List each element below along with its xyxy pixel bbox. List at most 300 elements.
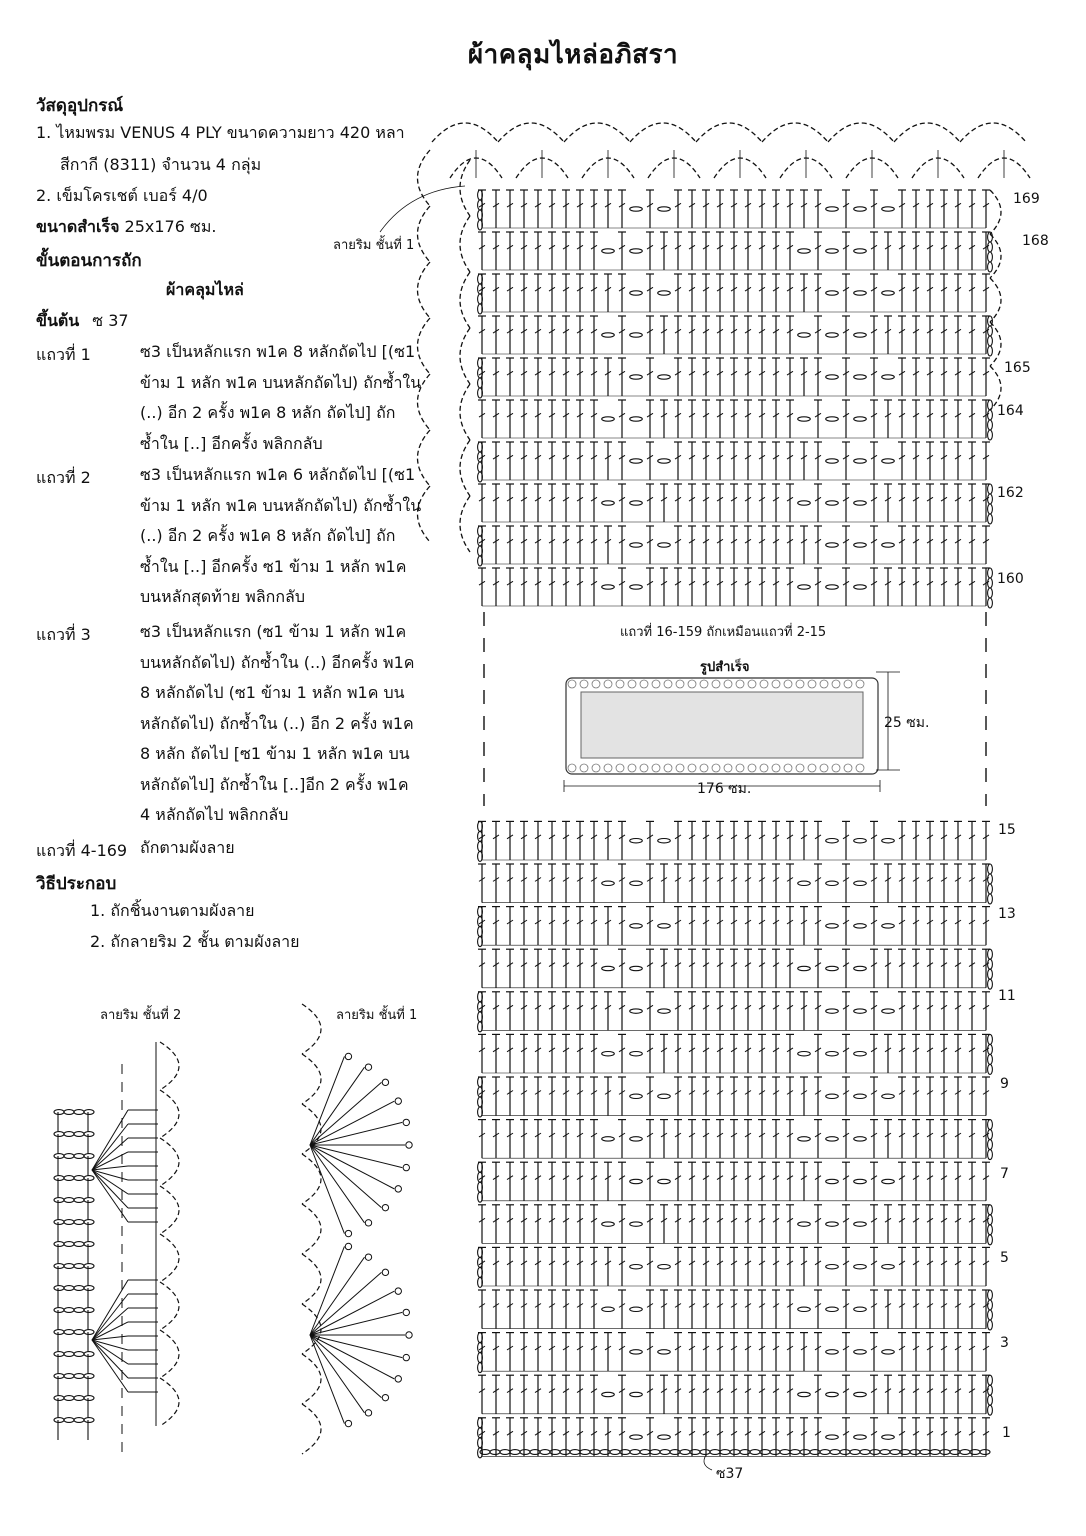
chain-space bbox=[658, 1179, 671, 1183]
chain-stitch bbox=[64, 1396, 74, 1401]
fan-stitch bbox=[92, 1170, 128, 1208]
chain-stitch bbox=[74, 1286, 84, 1291]
chain-stitch bbox=[988, 1290, 993, 1300]
finished-width-label: 176 ซม. bbox=[697, 781, 752, 797]
chain-space bbox=[658, 543, 671, 547]
chain-space bbox=[882, 924, 895, 928]
fan-stitch bbox=[92, 1166, 128, 1170]
chain-stitch bbox=[54, 1308, 64, 1313]
chain-space bbox=[798, 966, 811, 970]
edge-arch bbox=[828, 123, 894, 142]
finished-size-label: ขนาดสำเร็จ bbox=[36, 217, 120, 236]
chain-stitch bbox=[84, 1330, 94, 1335]
chain-stitch bbox=[988, 1064, 993, 1074]
chain-space bbox=[882, 543, 895, 547]
row-4-169-line: ถักตามผังลาย bbox=[140, 838, 235, 857]
row-number-3: 3 bbox=[1000, 1335, 1009, 1351]
chain-space bbox=[826, 1009, 839, 1013]
fan-stitch bbox=[92, 1294, 128, 1340]
chain-space bbox=[854, 1094, 867, 1098]
chain-stitch bbox=[730, 1450, 740, 1455]
chain-space bbox=[602, 966, 615, 970]
chain-space bbox=[854, 585, 867, 589]
chain-space bbox=[854, 1307, 867, 1311]
steps-heading: ขั้นตอนการถัก bbox=[36, 251, 142, 271]
chain-space bbox=[630, 1265, 643, 1269]
chain-stitch bbox=[54, 1352, 64, 1357]
chain-stitch bbox=[510, 1450, 520, 1455]
fan-stitch bbox=[310, 1246, 344, 1335]
row-number-168: 168 bbox=[1022, 233, 1049, 249]
chain-space bbox=[854, 207, 867, 211]
fan-stitch bbox=[92, 1340, 128, 1364]
chain-space bbox=[826, 543, 839, 547]
chain-space bbox=[798, 585, 811, 589]
chain-stitch bbox=[988, 864, 993, 874]
side-scallop-inner bbox=[460, 384, 470, 440]
chain-space bbox=[630, 1094, 643, 1098]
chain-space bbox=[854, 1350, 867, 1354]
chain-space bbox=[630, 501, 643, 505]
picot bbox=[395, 1098, 401, 1104]
edge-arch bbox=[762, 123, 828, 142]
chain-stitch bbox=[988, 578, 993, 588]
border-1-scallop bbox=[302, 1054, 321, 1104]
chain-stitch bbox=[988, 588, 993, 598]
chain-space bbox=[826, 1435, 839, 1439]
row-3-line: 8 หลักถัดไป (ซ1 ข้าม 1 หลัก พ1ค บน bbox=[140, 683, 405, 702]
chain-space bbox=[826, 966, 839, 970]
chain-space bbox=[630, 1137, 643, 1141]
finished-size-value: 25x176 ซม. bbox=[124, 217, 217, 236]
picot bbox=[345, 1230, 351, 1236]
chain-stitch bbox=[750, 1450, 760, 1455]
row-2-line: บนหลักสุดท้าย พลิกกลับ bbox=[140, 587, 305, 606]
side-scallop-inner bbox=[460, 496, 470, 552]
chain-space bbox=[630, 417, 643, 421]
chain-space bbox=[826, 459, 839, 463]
picot bbox=[382, 1204, 388, 1210]
side-scallop-right bbox=[990, 190, 1001, 234]
chain-space bbox=[630, 1392, 643, 1396]
chain-space bbox=[854, 459, 867, 463]
chain-stitch bbox=[870, 1450, 880, 1455]
chain-space bbox=[826, 839, 839, 843]
picot bbox=[382, 1079, 388, 1085]
chain-stitch bbox=[988, 1395, 993, 1405]
chain-space bbox=[826, 585, 839, 589]
finished-height-label: 25 ซม. bbox=[884, 715, 930, 731]
chain-stitch bbox=[988, 420, 993, 430]
chain-stitch bbox=[988, 262, 993, 272]
chain-stitch bbox=[790, 1450, 800, 1455]
picot bbox=[382, 1394, 388, 1400]
chain-space bbox=[826, 1307, 839, 1311]
picot bbox=[345, 1243, 351, 1249]
chain-stitch bbox=[700, 1450, 710, 1455]
side-scallop bbox=[418, 430, 431, 486]
chain-stitch bbox=[988, 979, 993, 989]
picot bbox=[345, 1053, 351, 1059]
chain-space bbox=[854, 966, 867, 970]
materials-heading: วัสดุอุปกรณ์ bbox=[36, 96, 124, 116]
picot bbox=[403, 1309, 409, 1315]
edge-arch bbox=[630, 123, 696, 142]
row-3-line: บนหลักถัดไป) ถักซ้ำใน (..) อีกครั้ง พ1ค bbox=[140, 652, 415, 672]
picot bbox=[395, 1288, 401, 1294]
chain-stitch bbox=[84, 1374, 94, 1379]
side-scallop-right bbox=[990, 278, 1001, 322]
border-1-label-top: ลายริม ชั้นที่ 1 bbox=[333, 238, 415, 253]
chain-stitch bbox=[74, 1396, 84, 1401]
chain-stitch bbox=[560, 1450, 570, 1455]
picot bbox=[406, 1332, 412, 1338]
chain-space bbox=[854, 375, 867, 379]
chain-stitch bbox=[988, 1225, 993, 1235]
chain-space bbox=[798, 249, 811, 253]
chain-stitch bbox=[84, 1308, 94, 1313]
chain-stitch bbox=[988, 484, 993, 494]
row-number-5: 5 bbox=[1000, 1250, 1009, 1266]
chain-stitch bbox=[74, 1132, 84, 1137]
finished-shape-label: รูปสำเร็จ bbox=[700, 660, 750, 675]
chain-space bbox=[826, 1265, 839, 1269]
assembly-item-1: 1. ถักชิ้นงานตามผังลาย bbox=[90, 901, 255, 920]
chain-space bbox=[658, 1435, 671, 1439]
picot bbox=[403, 1354, 409, 1360]
chain-space bbox=[798, 881, 811, 885]
chain-space bbox=[630, 459, 643, 463]
chain-space bbox=[854, 839, 867, 843]
side-scallop-inner bbox=[460, 160, 470, 216]
chain-stitch bbox=[64, 1132, 74, 1137]
chain-stitch bbox=[820, 1450, 830, 1455]
chain-space bbox=[658, 1265, 671, 1269]
fan-stitch bbox=[92, 1170, 128, 1222]
chain-stitch bbox=[780, 1450, 790, 1455]
chain-space bbox=[602, 1392, 615, 1396]
border-1-scallop bbox=[302, 1354, 321, 1404]
border-1-scallop bbox=[302, 1404, 321, 1454]
fan-stitch bbox=[310, 1056, 344, 1145]
chain-space bbox=[630, 1222, 643, 1226]
chain-space bbox=[630, 1350, 643, 1354]
row-3-line: ซ3 เป็นหลักแรก (ซ1 ข้าม 1 หลัก พ1ค bbox=[140, 622, 407, 641]
chain-stitch bbox=[830, 1450, 840, 1455]
chain-stitch bbox=[54, 1264, 64, 1269]
chain-stitch bbox=[64, 1242, 74, 1247]
row-number-15: 15 bbox=[998, 822, 1016, 838]
chain-space bbox=[854, 1222, 867, 1226]
chain-space bbox=[798, 417, 811, 421]
section-title: ผ้าคลุมไหล่ bbox=[166, 280, 244, 299]
chain-space bbox=[630, 291, 643, 295]
chain-stitch bbox=[490, 1450, 500, 1455]
chain-stitch bbox=[988, 1375, 993, 1385]
chain-stitch bbox=[880, 1450, 890, 1455]
chain-stitch bbox=[988, 894, 993, 904]
chain-space bbox=[826, 881, 839, 885]
border-1-scallop bbox=[302, 1204, 321, 1254]
chain-stitch bbox=[988, 884, 993, 894]
picot bbox=[395, 1376, 401, 1382]
chain-space bbox=[826, 1052, 839, 1056]
chain-stitch bbox=[910, 1450, 920, 1455]
chain-space bbox=[658, 924, 671, 928]
chain-stitch bbox=[64, 1220, 74, 1225]
chain-space bbox=[630, 249, 643, 253]
label-pointer bbox=[380, 186, 465, 232]
chain-space bbox=[854, 291, 867, 295]
chain-space bbox=[826, 1392, 839, 1396]
row-3-line: 4 หลักถัดไป พลิกกลับ bbox=[140, 805, 289, 824]
chain-space bbox=[826, 333, 839, 337]
chain-stitch bbox=[988, 1034, 993, 1044]
row-2-label: แถวที่ 2 bbox=[36, 468, 91, 487]
chain-stitch bbox=[54, 1110, 64, 1115]
chain-space bbox=[602, 1052, 615, 1056]
chain-space bbox=[854, 881, 867, 885]
chain-space bbox=[630, 839, 643, 843]
chain-stitch bbox=[84, 1352, 94, 1357]
chain-stitch bbox=[860, 1450, 870, 1455]
start-value: ซ 37 bbox=[92, 311, 129, 330]
border-1-diagram bbox=[302, 1004, 412, 1454]
row-1-line: ซ3 เป็นหลักแรก พ1ค 8 หลักถัดไป [(ซ1 bbox=[140, 342, 416, 361]
chain-stitch bbox=[988, 1140, 993, 1150]
chain-space bbox=[854, 501, 867, 505]
row-number-9: 9 bbox=[1000, 1076, 1009, 1092]
row-3-line: 8 หลัก ถัดไป [ซ1 ข้าม 1 หลัก พ1ค บน bbox=[140, 744, 410, 763]
chain-stitch bbox=[74, 1176, 84, 1181]
chain-stitch bbox=[988, 949, 993, 959]
fan-stitch bbox=[92, 1308, 128, 1340]
side-scallop-inner bbox=[460, 216, 470, 272]
chain-stitch bbox=[64, 1374, 74, 1379]
chain-space bbox=[602, 1137, 615, 1141]
row-number-164: 164 bbox=[997, 403, 1024, 419]
chain-space bbox=[854, 1179, 867, 1183]
chain-stitch bbox=[920, 1450, 930, 1455]
chain-stitch bbox=[84, 1242, 94, 1247]
chain-space bbox=[882, 207, 895, 211]
chain-stitch bbox=[988, 568, 993, 578]
chain-space bbox=[630, 1179, 643, 1183]
chain-space bbox=[630, 585, 643, 589]
chain-space bbox=[630, 1052, 643, 1056]
chain-stitch bbox=[54, 1242, 64, 1247]
picot bbox=[406, 1142, 412, 1148]
side-scallop-inner bbox=[460, 328, 470, 384]
row-number-162: 162 bbox=[997, 485, 1024, 501]
chain-space bbox=[798, 1392, 811, 1396]
chain-stitch bbox=[988, 252, 993, 262]
chain-space bbox=[798, 1222, 811, 1226]
border-2-scallop bbox=[160, 1282, 179, 1330]
chain-space bbox=[854, 1009, 867, 1013]
chain-stitch bbox=[54, 1418, 64, 1423]
side-scallop-right bbox=[990, 366, 1001, 410]
chain-stitch bbox=[770, 1450, 780, 1455]
chain-space bbox=[630, 543, 643, 547]
chain-stitch bbox=[988, 1054, 993, 1064]
chain-space bbox=[882, 1435, 895, 1439]
chain-space bbox=[630, 1009, 643, 1013]
chain-space bbox=[854, 543, 867, 547]
chain-space bbox=[882, 1094, 895, 1098]
chain-stitch bbox=[988, 1044, 993, 1054]
chain-stitch bbox=[988, 969, 993, 979]
picot bbox=[345, 1420, 351, 1426]
chain-stitch bbox=[54, 1154, 64, 1159]
chain-space bbox=[602, 881, 615, 885]
chain-space bbox=[630, 1435, 643, 1439]
border-1-scallop bbox=[302, 1004, 321, 1054]
edge-arch bbox=[894, 123, 960, 142]
chain-stitch bbox=[988, 1130, 993, 1140]
chain-stitch bbox=[54, 1396, 64, 1401]
border-2-scallop bbox=[160, 1138, 179, 1186]
label-pointer bbox=[704, 1455, 712, 1470]
chain-stitch bbox=[54, 1176, 64, 1181]
chain-space bbox=[826, 207, 839, 211]
chain-stitch bbox=[988, 346, 993, 356]
chain-stitch bbox=[800, 1450, 810, 1455]
chain-stitch bbox=[988, 242, 993, 252]
chain-stitch bbox=[74, 1418, 84, 1423]
chain-stitch bbox=[988, 326, 993, 336]
chain-stitch bbox=[500, 1450, 510, 1455]
chain-stitch bbox=[930, 1450, 940, 1455]
chain-space bbox=[854, 417, 867, 421]
chain-stitch bbox=[988, 504, 993, 514]
row-2-line: ข้าม 1 หลัก พ1ค บนหลักถัดไป) ถักซ้ำใน bbox=[140, 495, 422, 515]
chain-stitch bbox=[74, 1242, 84, 1247]
edge-arch bbox=[960, 123, 1026, 142]
chain-stitch bbox=[64, 1352, 74, 1357]
row-4-169-label: แถวที่ 4-169 bbox=[36, 841, 128, 860]
chain-space bbox=[630, 881, 643, 885]
chain-stitch bbox=[84, 1396, 94, 1401]
chain-stitch bbox=[84, 1286, 94, 1291]
picot bbox=[365, 1410, 371, 1416]
chain-space bbox=[826, 1094, 839, 1098]
chain-stitch bbox=[64, 1308, 74, 1313]
picot bbox=[365, 1064, 371, 1070]
chain-space bbox=[882, 1265, 895, 1269]
chain-space bbox=[658, 375, 671, 379]
chain-stitch bbox=[988, 494, 993, 504]
chain-stitch bbox=[940, 1450, 950, 1455]
chain-stitch bbox=[590, 1450, 600, 1455]
chain-stitch bbox=[54, 1374, 64, 1379]
side-scallop bbox=[418, 206, 431, 262]
chain-stitch bbox=[64, 1176, 74, 1181]
chain-stitch bbox=[988, 1150, 993, 1160]
chain-stitch bbox=[54, 1132, 64, 1137]
row-number-165: 165 bbox=[1004, 360, 1031, 376]
chain-stitch bbox=[54, 1286, 64, 1291]
chain-space bbox=[854, 1435, 867, 1439]
chain-stitch bbox=[980, 1450, 990, 1455]
chain-stitch bbox=[650, 1450, 660, 1455]
side-scallop bbox=[418, 374, 431, 430]
chain-space bbox=[882, 839, 895, 843]
picot bbox=[365, 1220, 371, 1226]
bottom-grid bbox=[478, 821, 993, 1457]
fan-stitch bbox=[310, 1335, 344, 1424]
chain-stitch bbox=[74, 1308, 84, 1313]
chain-stitch bbox=[580, 1450, 590, 1455]
chain-stitch bbox=[74, 1352, 84, 1357]
chain-stitch bbox=[64, 1286, 74, 1291]
chain-space bbox=[658, 291, 671, 295]
row-3-line: หลักถัดไป) ถักซ้ำใน (..) อีก 2 ครั้ง พ1ค bbox=[140, 713, 414, 733]
border-2-scallop bbox=[160, 1234, 179, 1282]
chain-stitch bbox=[988, 336, 993, 346]
chain-stitch bbox=[64, 1264, 74, 1269]
border-2-scallop bbox=[160, 1186, 179, 1234]
chain-stitch bbox=[84, 1132, 94, 1137]
chain-stitch bbox=[660, 1450, 670, 1455]
chain-space bbox=[882, 1009, 895, 1013]
chain-stitch bbox=[84, 1198, 94, 1203]
chain-space bbox=[630, 924, 643, 928]
picot bbox=[382, 1269, 388, 1275]
picot bbox=[403, 1119, 409, 1125]
row-3-label: แถวที่ 3 bbox=[36, 625, 91, 644]
chain-space bbox=[826, 501, 839, 505]
start-label: ขึ้นต้น bbox=[36, 311, 80, 330]
chain-stitch bbox=[988, 430, 993, 440]
repeat-note: แถวที่ 16-159 ถักเหมือนแถวที่ 2-15 bbox=[620, 625, 827, 640]
chain-stitch bbox=[84, 1176, 94, 1181]
chain-space bbox=[826, 417, 839, 421]
chain-stitch bbox=[988, 1120, 993, 1130]
chain-stitch bbox=[988, 1235, 993, 1245]
chain-space bbox=[854, 333, 867, 337]
chain-space bbox=[854, 1392, 867, 1396]
chain-stitch bbox=[988, 1320, 993, 1330]
finished-body bbox=[581, 692, 863, 758]
page-title: ผ้าคลุมไหล่อภิสรา bbox=[467, 40, 679, 70]
chain-stitch bbox=[960, 1450, 970, 1455]
chain-stitch bbox=[570, 1450, 580, 1455]
chain-stitch bbox=[64, 1198, 74, 1203]
chain-space bbox=[882, 1179, 895, 1183]
border-1-scallop bbox=[302, 1254, 321, 1304]
materials-item-1: 1. ไหมพรม VENUS 4 PLY ขนาดความยาว 420 หลา bbox=[36, 123, 405, 142]
chain-stitch bbox=[64, 1154, 74, 1159]
side-scallop bbox=[418, 486, 431, 542]
chain-stitch bbox=[54, 1220, 64, 1225]
chain-space bbox=[798, 1052, 811, 1056]
edge-arch bbox=[498, 123, 564, 142]
border-2-scallop bbox=[160, 1378, 179, 1426]
chain-stitch bbox=[64, 1418, 74, 1423]
side-scallop bbox=[418, 262, 431, 318]
row-number-11: 11 bbox=[998, 988, 1016, 1004]
chain-space bbox=[882, 291, 895, 295]
chain-stitch bbox=[64, 1330, 74, 1335]
chain-space bbox=[882, 1350, 895, 1354]
chain-space bbox=[602, 1307, 615, 1311]
chain-space bbox=[882, 375, 895, 379]
assembly-item-2: 2. ถักลายริม 2 ชั้น ตามผังลาย bbox=[90, 932, 300, 951]
chain-stitch bbox=[74, 1264, 84, 1269]
chain-space bbox=[602, 249, 615, 253]
chain-stitch bbox=[74, 1374, 84, 1379]
